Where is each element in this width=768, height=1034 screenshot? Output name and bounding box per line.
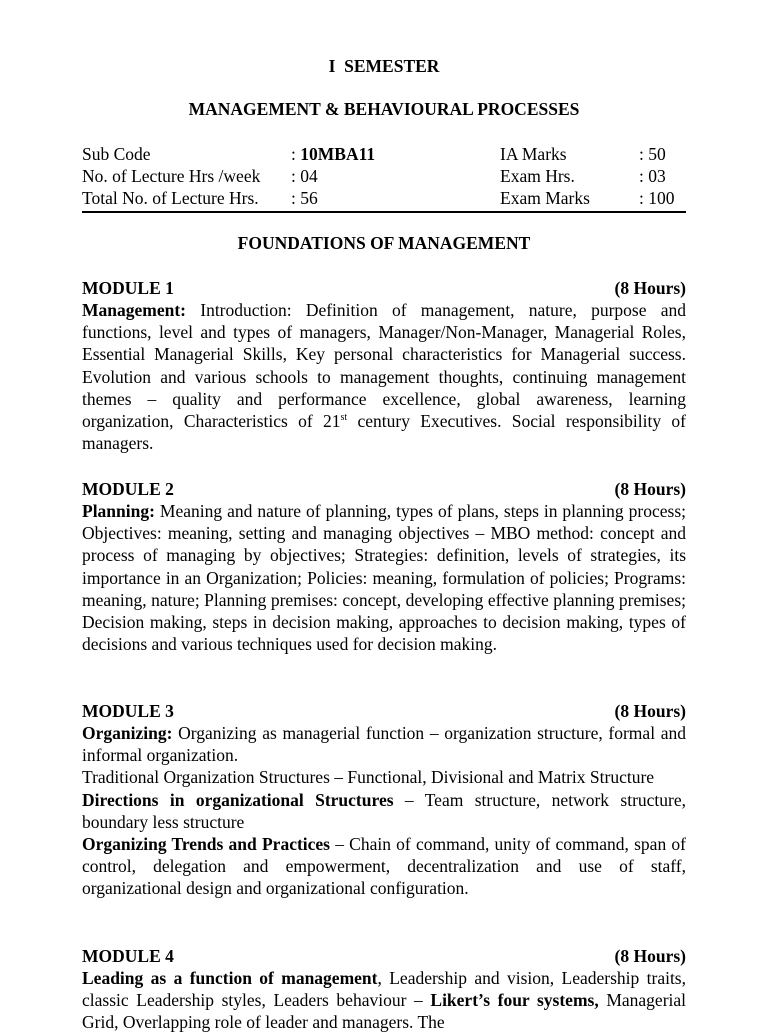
exam-marks-label: Exam Marks	[500, 188, 590, 208]
module-4-hours: (8 Hours)	[614, 946, 686, 966]
sub-code-label: Sub Code	[82, 144, 151, 164]
module-2-hours: (8 Hours)	[614, 479, 686, 499]
module-3-text-a: Organizing as managerial function – organization structure, formal and informal organization.	[82, 723, 686, 766]
module-1-sup: st	[340, 412, 348, 424]
module-3-hours: (8 Hours)	[614, 701, 686, 721]
sub-code-value	[291, 144, 375, 165]
module-4-lead: Leading as a function of management	[82, 968, 378, 988]
module-3-body	[82, 722, 686, 900]
semester-heading: I SEMESTER	[328, 56, 440, 76]
course-title: MANAGEMENT & BEHAVIOURAL PROCESSES	[188, 99, 580, 119]
module-1-header	[82, 278, 686, 300]
module-3-lead4: Organizing Trends and Practices	[82, 834, 330, 855]
course-meta-table	[82, 144, 686, 210]
header-divider	[82, 211, 686, 213]
module-3-lead3: Directions in organizational Structures	[82, 789, 394, 810]
module-1-lead: Management:	[82, 300, 187, 320]
module-1-body	[82, 299, 686, 454]
module-2-text-a: Meaning and nature of planning, types of plans, steps in planning process; Objectives: meaning, setting and managing objectives – MBO method: concept and process of managing by objectives; Strategies: definition, levels of strategies, its importance in an Organization; Policies: meaning, formulation of policies; Programs: meaning, nature; Planning premises: concept, developing effective planning premises; Decision making, steps in decision making, approaches to decision making, types of decisions and various techniques used for decision making.	[82, 501, 686, 655]
module-2-header	[82, 479, 686, 501]
sub-code-bold: 10MBA11	[300, 144, 376, 164]
module-4-text-b: Managerial Grid, Overlapping role of leader and managers. The	[82, 990, 687, 1033]
total-hrs-value: : 56	[291, 188, 318, 208]
module-1-title: MODULE 1	[82, 278, 174, 298]
module-3-header	[82, 701, 686, 723]
module-1-hours: (8 Hours)	[614, 278, 686, 298]
module-1-text-b: century Executives. Social responsibility of managers.	[82, 411, 686, 454]
exam-hrs-value: : 03	[639, 166, 666, 186]
module-4-text-a: , Leadership and vision, Leadership traits, classic Leadership styles, Leaders behaviour –	[82, 968, 686, 1011]
module-3-text3: – Team structure, network structure, boundary less structure	[82, 789, 686, 832]
exam-marks-value: : 100	[639, 188, 675, 208]
module-3-lead: Organizing:	[82, 723, 173, 743]
module-2-lead: Planning:	[82, 501, 155, 521]
lecture-hrs-value: : 04	[291, 166, 318, 186]
sub-code-colon: :	[291, 144, 301, 164]
total-hrs-label: Total No. of Lecture Hrs.	[82, 188, 259, 208]
lecture-hrs-label: No. of Lecture Hrs /week	[82, 166, 261, 186]
module-4-title: MODULE 4	[82, 946, 174, 966]
module-2-body	[82, 500, 686, 655]
module-3-text4: – Chain of command, unity of command, span of control, delegation and empowerment, decentralization and use of staff, organizational design and organizational configuration.	[82, 834, 686, 899]
module-1-text-a: Introduction: Definition of management, nature, purpose and functions, level and types of managers, Manager/Non-Manager, Managerial Roles, Essential Managerial Skills, Key personal characteristics for Managerial success. Evolution and various schools to management thoughts, continuing management themes – quality and performance excellence, global awareness, learning organization, Characteristics of 21	[82, 300, 686, 432]
module-4-lead-b: Likert’s four systems,	[430, 990, 599, 1011]
module-3-title: MODULE 3	[82, 701, 174, 721]
ia-marks-value: : 50	[639, 144, 666, 164]
module-4-header	[82, 946, 686, 968]
module-3-line2: Traditional Organization Structures – Functional, Divisional and Matrix Structure	[82, 767, 655, 788]
section-title: FOUNDATIONS OF MANAGEMENT	[237, 233, 531, 253]
module-2-title: MODULE 2	[82, 479, 174, 499]
ia-marks-label: IA Marks	[500, 144, 567, 164]
exam-hrs-label: Exam Hrs.	[500, 166, 575, 186]
